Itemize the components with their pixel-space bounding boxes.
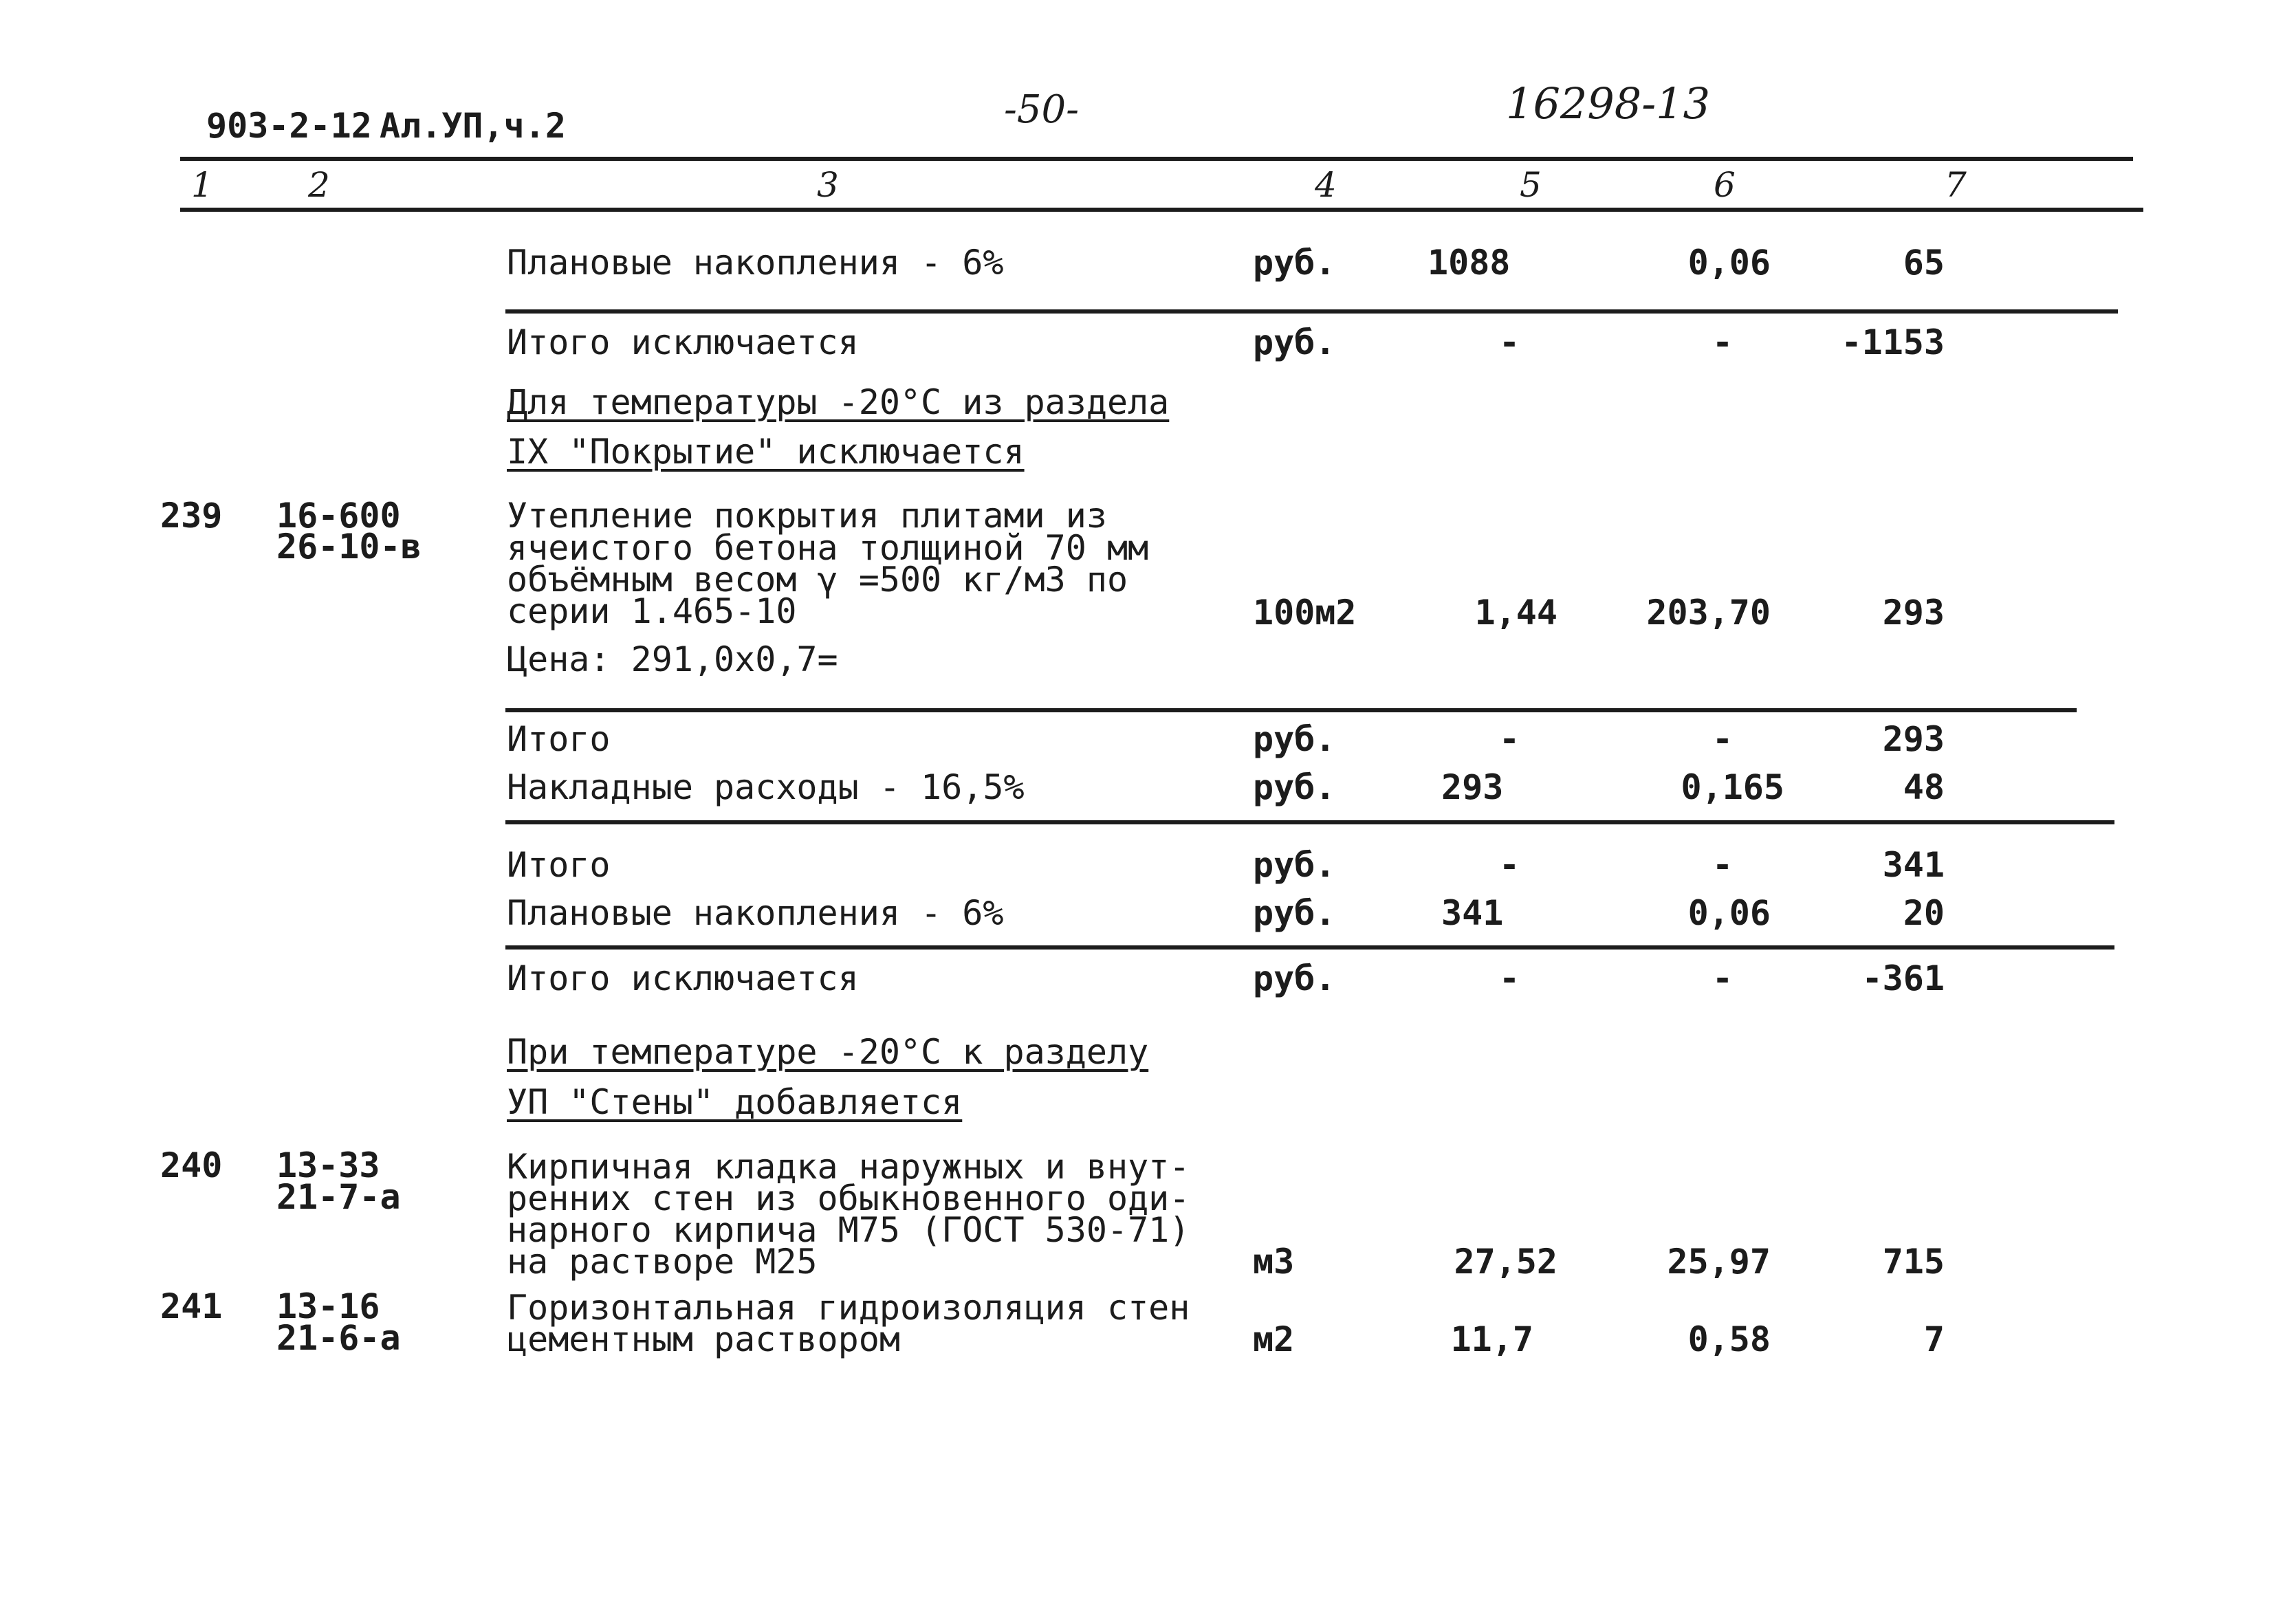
- rule-2: [505, 708, 2077, 712]
- row-overhead-text: Накладные расходы - 16,5%: [507, 767, 1025, 807]
- section-walls-line-1: При температуре -20°C к разделу: [507, 1032, 1149, 1072]
- col-4-header: 4: [1315, 165, 1337, 205]
- row-planned-savings-2-price: 0,06: [1687, 893, 1771, 933]
- item-240-desc-line-1: Кирпичная кладка наружных и внут-: [507, 1147, 1190, 1187]
- doc-code: 903-2-12: [206, 106, 372, 146]
- row-overhead-price: 0,165: [1681, 767, 1784, 807]
- row-planned-savings-unit: руб.: [1253, 243, 1336, 283]
- header-top-rule: [180, 157, 2133, 161]
- col-2-header: 2: [308, 165, 330, 205]
- row-subtotal-1-text: Итого: [507, 719, 611, 759]
- section-walls-line-2: УП "Стены" добавляется: [507, 1082, 963, 1122]
- item-241-desc-line-1: Горизонтальная гидроизоляция стен: [507, 1288, 1190, 1328]
- row-subtotal-2-price: -: [1712, 845, 1734, 885]
- rule-4: [505, 945, 2114, 950]
- item-241-price: 0,58: [1687, 1319, 1771, 1359]
- item-240-desc-line-3: нарного кирпича М75 (ГОСТ 530-71): [507, 1210, 1190, 1250]
- item-239-desc-line-4: серии 1.465-10: [507, 591, 797, 631]
- item-241-unit: м2: [1253, 1319, 1295, 1359]
- row-subtotal-1-total: 293: [1882, 719, 1945, 759]
- col-6-header: 6: [1714, 165, 1736, 205]
- row-subtotal-2-text: Итого: [507, 845, 611, 885]
- row-subtotal-2-unit: руб.: [1253, 845, 1336, 885]
- row-total-excluded-2-qty: -: [1499, 958, 1520, 998]
- item-239-price-formula: Цена: 291,0х0,7=: [507, 639, 838, 679]
- section-roofing-line-1: Для температуры -20°C из раздела: [507, 382, 1170, 422]
- section-roofing-line-2: IX "Покрытие" исключается: [507, 432, 1025, 472]
- col-3-header: 3: [817, 165, 839, 205]
- item-239-desc-line-2: ячеистого бетона толщиной 70 мм: [507, 528, 1149, 568]
- page-number: -50-: [1004, 87, 1080, 132]
- row-subtotal-2-total: 341: [1882, 845, 1945, 885]
- item-241-qty: 11,7: [1450, 1319, 1533, 1359]
- rule-1: [505, 309, 2118, 314]
- item-239-price: 203,70: [1646, 593, 1771, 633]
- item-240-unit: м3: [1253, 1242, 1295, 1282]
- item-239-desc-line-3: объёмным весом γ =500 кг/м3 по: [507, 560, 1128, 600]
- col-5-header: 5: [1520, 165, 1542, 205]
- row-planned-savings-2-text: Плановые накопления - 6%: [507, 893, 1004, 933]
- row-subtotal-1-unit: руб.: [1253, 719, 1336, 759]
- item-239-unit: 100м2: [1253, 593, 1357, 633]
- row-total-excluded-price: -: [1712, 322, 1734, 362]
- row-subtotal-1-price: -: [1712, 719, 1734, 759]
- item-241-total: 7: [1923, 1319, 1945, 1359]
- row-total-excluded-2-text: Итого исключается: [507, 958, 859, 998]
- item-239-desc-line-1: Утепление покрытия плитами из: [507, 496, 1107, 536]
- rule-3: [505, 820, 2114, 824]
- item-241-desc-line-2: цементным раствором: [507, 1319, 900, 1359]
- row-overhead-qty: 293: [1441, 767, 1504, 807]
- row-planned-savings-2-unit: руб.: [1253, 893, 1336, 933]
- album-ref: Ал.УП,ч.2: [380, 106, 566, 146]
- row-planned-savings-text: Плановые накопления - 6%: [507, 243, 1004, 283]
- row-total-excluded-unit: руб.: [1253, 322, 1336, 362]
- row-overhead-total: 48: [1903, 767, 1945, 807]
- item-239-qty: 1,44: [1474, 593, 1557, 633]
- row-total-excluded-2-unit: руб.: [1253, 958, 1336, 998]
- registration-number: 16298-13: [1506, 78, 1711, 129]
- item-240-qty: 27,52: [1454, 1242, 1557, 1282]
- item-239-code-2: 26-10-в: [276, 527, 422, 567]
- row-total-excluded-2-total: -361: [1861, 958, 1945, 998]
- item-240-total: 715: [1882, 1242, 1945, 1282]
- row-total-excluded-2-price: -: [1712, 958, 1734, 998]
- item-240-desc-line-4: на растворе М25: [507, 1242, 818, 1282]
- row-overhead-unit: руб.: [1253, 767, 1336, 807]
- row-planned-savings-2-qty: 341: [1441, 893, 1504, 933]
- item-241-code-1: 13-16: [276, 1286, 380, 1326]
- row-planned-savings-2-total: 20: [1903, 893, 1945, 933]
- row-planned-savings-total: 65: [1903, 243, 1945, 283]
- item-241-number: 241: [160, 1286, 223, 1326]
- item-239-number: 239: [160, 496, 223, 536]
- item-240-desc-line-2: ренних стен из обыкновенного оди-: [507, 1178, 1190, 1218]
- header-bottom-rule: [180, 208, 2143, 212]
- row-total-excluded-total: -1153: [1841, 322, 1945, 362]
- item-241-code-2: 21-6-а: [276, 1318, 401, 1358]
- row-total-excluded-text: Итого исключается: [507, 322, 859, 362]
- item-240-code-2: 21-7-а: [276, 1177, 401, 1217]
- item-240-code-1: 13-33: [276, 1145, 380, 1185]
- row-total-excluded-qty: -: [1499, 322, 1520, 362]
- row-subtotal-2-qty: -: [1499, 845, 1520, 885]
- row-subtotal-1-qty: -: [1499, 719, 1520, 759]
- item-240-number: 240: [160, 1145, 223, 1185]
- col-1-header: 1: [191, 165, 213, 205]
- row-planned-savings-price: 0,06: [1687, 243, 1771, 283]
- item-240-price: 25,97: [1667, 1242, 1771, 1282]
- item-239-total: 293: [1882, 593, 1945, 633]
- row-planned-savings-qty: 1088: [1428, 243, 1511, 283]
- col-7-header: 7: [1945, 165, 1967, 205]
- item-239-code-1: 16-600: [276, 496, 401, 536]
